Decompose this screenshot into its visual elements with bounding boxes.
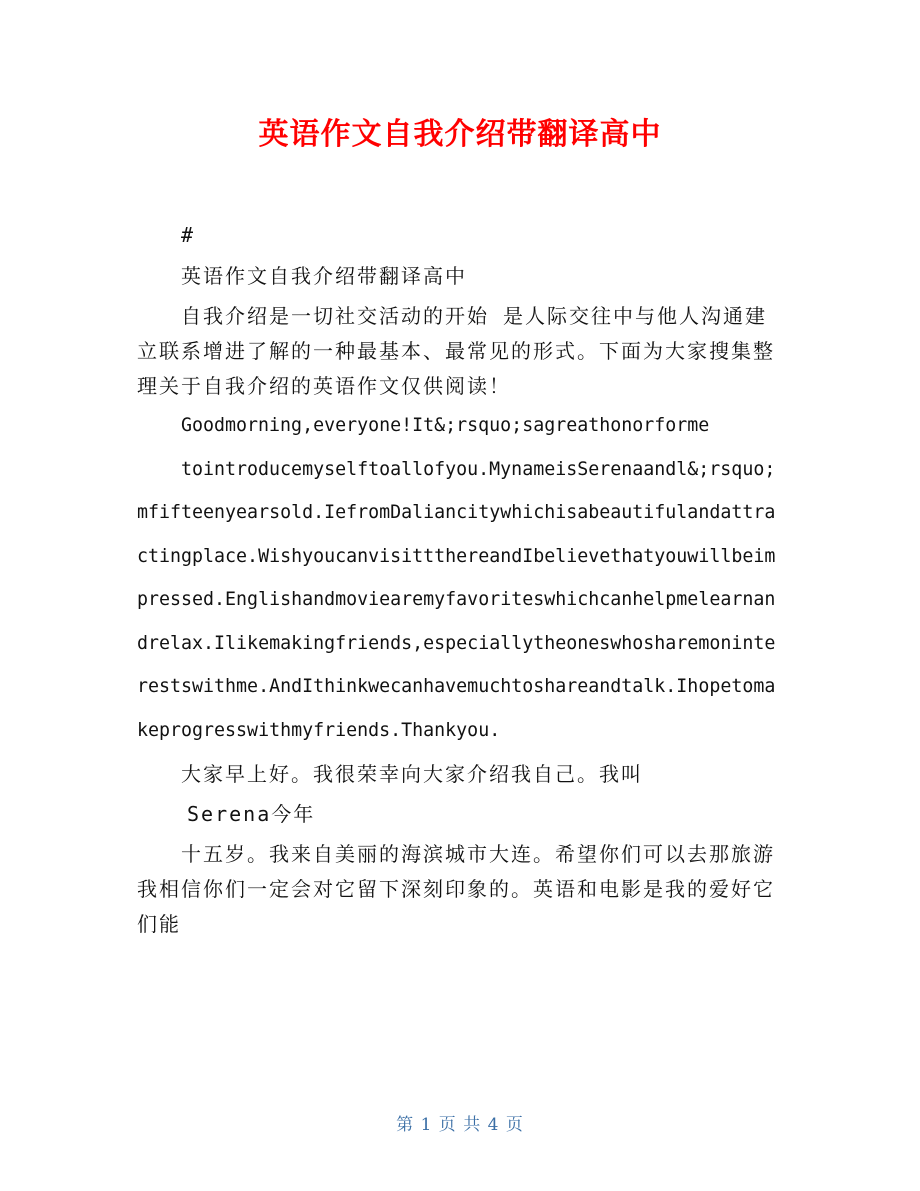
document-body [137,218,783,942]
paragraph-intro: 自我介绍是一切社交活动的开始 是人际交往中与他人沟通建立联系增进了解的一种最基本、最常见的形式。下面为大家搜集整理关于自我介绍的英语作文仅供阅读！ [137,304,775,398]
paragraph-translation-2: Serena今年 [187,802,316,826]
paragraph-translation-1: 大家早上好。我很荣幸向大家介绍我自己。我叫 [181,762,643,786]
document-title: 英语作文自我介绍带翻译高中 [258,117,662,152]
paragraph-hash: # [181,223,194,247]
page-footer: 第 1 页 共 4 页 [396,1115,524,1135]
paragraph-english-2: tointroducemyselftoallofyou.MynameisSerenaandl&;rsquo;mfifteenyearsold.IefromDaliancitywhichisabeautifulandattractingplace.WishyoucanvisittthereandIbelievethatyouwillbeimpressed.Englishandmoviearemyfavoriteswhichcanhelpmelearnandrelax.Ilikemakingfriends,especiallytheoneswhosharemoninterestswithme.AndIthinkwecanhavemuchtoshareandtalk.Ihopetomakeprogresswithmyfriends.Thankyou. [137,458,776,741]
paragraph-english-1: Goodmorning,everyone!It&;rsquo;sagreathonorforme [181,415,710,436]
paragraph-heading: 英语作文自我介绍带翻译高中 [181,264,467,288]
paragraph-translation-3: 十五岁。我来自美丽的海滨城市大连。希望你们可以去那旅游我相信你们一定会对它留下深刻印象的。英语和电影是我的爱好它们能 [137,842,775,936]
